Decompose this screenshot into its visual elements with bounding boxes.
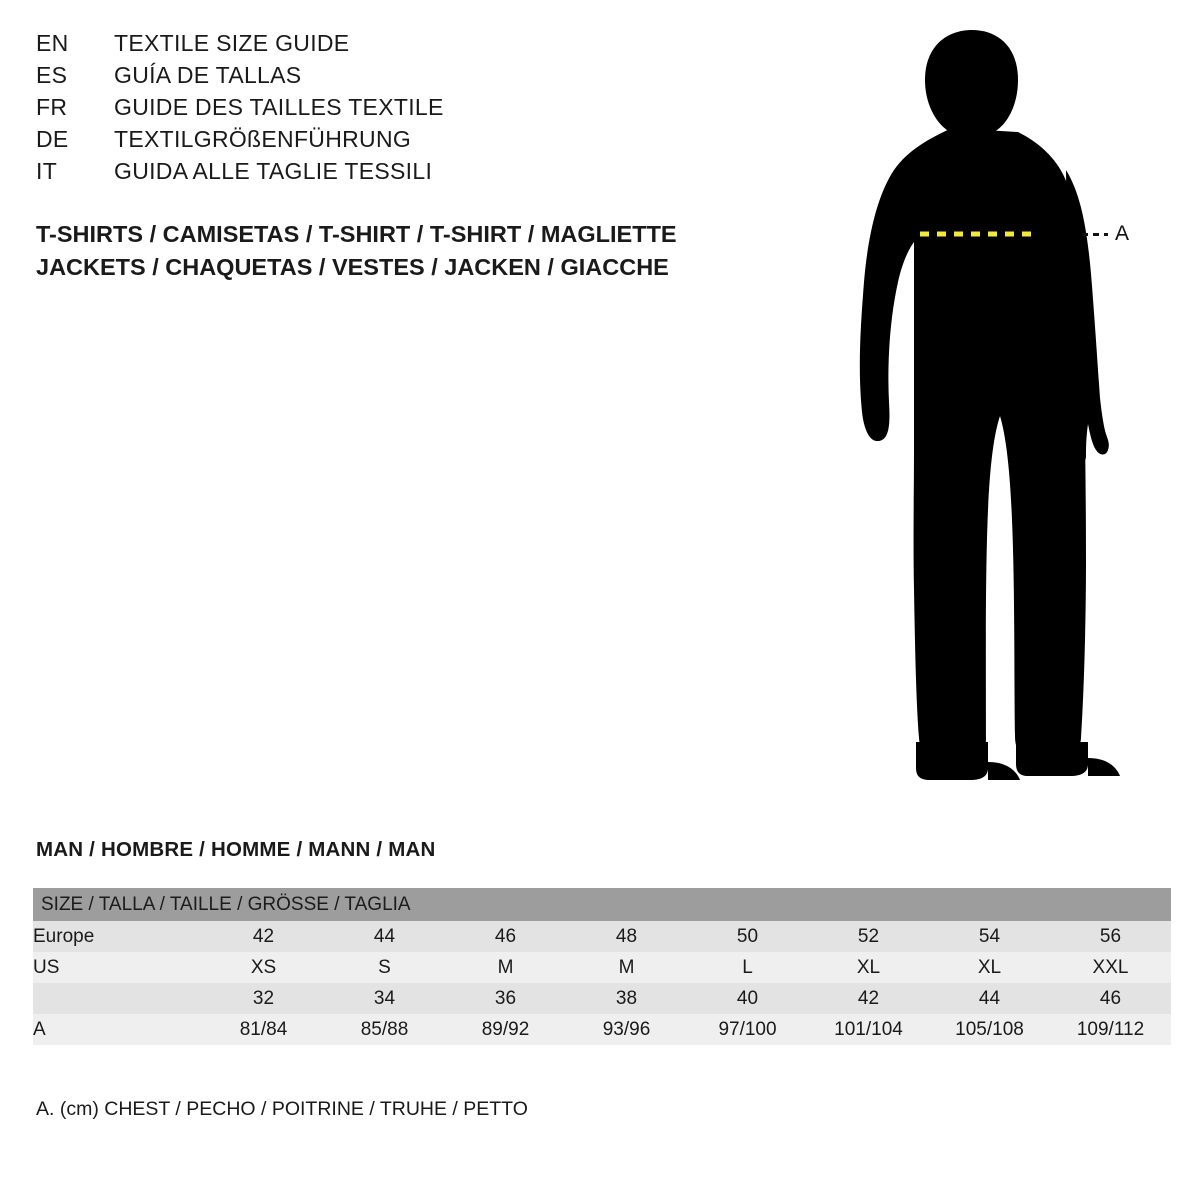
cell-numeric-3: 38 xyxy=(566,983,687,1014)
cell-europe-7: 56 xyxy=(1050,921,1171,952)
cell-a-2: 89/92 xyxy=(445,1014,566,1045)
cell-us-7: XXL xyxy=(1050,952,1171,983)
cell-us-0: XS xyxy=(203,952,324,983)
cell-europe-2: 46 xyxy=(445,921,566,952)
table-footnote: A. (cm) CHEST / PECHO / POITRINE / TRUHE / PETTO xyxy=(36,1098,528,1120)
cell-us-3: M xyxy=(566,952,687,983)
language-text-es: GUÍA DE TALLAS xyxy=(114,62,302,88)
cell-europe-6: 54 xyxy=(929,921,1050,952)
cell-numeric-4: 40 xyxy=(687,983,808,1014)
cell-a-4: 97/100 xyxy=(687,1014,808,1045)
garment-category-list xyxy=(36,218,796,284)
category-tshirts: T-SHIRTS / CAMISETAS / T-SHIRT / T-SHIRT / MAGLIETTE xyxy=(36,221,677,247)
size-table xyxy=(33,888,1171,1045)
measure-leader-line xyxy=(1082,233,1108,236)
cell-numeric-5: 42 xyxy=(808,983,929,1014)
cell-numeric-2: 36 xyxy=(445,983,566,1014)
cell-a-1: 85/88 xyxy=(324,1014,445,1045)
language-code-de: DE xyxy=(36,126,69,152)
measure-label-a: A xyxy=(1115,222,1130,245)
cell-us-1: S xyxy=(324,952,445,983)
cell-us-5: XL xyxy=(808,952,929,983)
cell-numeric-1: 34 xyxy=(324,983,445,1014)
cell-us-6: XL xyxy=(929,952,1050,983)
cell-a-5: 101/104 xyxy=(808,1014,929,1045)
table-section-title: MAN / HOMBRE / HOMME / MANN / MAN xyxy=(36,838,436,861)
language-text-de: TEXTILGRÖßENFÜHRUNG xyxy=(114,126,412,152)
cell-europe-0: 42 xyxy=(203,921,324,952)
row-label-numeric xyxy=(33,983,203,1014)
table-header-row xyxy=(33,888,1171,921)
language-code-fr: FR xyxy=(36,94,68,120)
cell-us-4: L xyxy=(687,952,808,983)
language-text-it: GUIDA ALLE TAGLIE TESSILI xyxy=(114,158,433,184)
language-code-es: ES xyxy=(36,62,68,88)
cell-numeric-7: 46 xyxy=(1050,983,1171,1014)
cell-us-2: M xyxy=(445,952,566,983)
table-row xyxy=(33,983,1171,1014)
language-code-it: IT xyxy=(36,158,58,184)
language-row-de xyxy=(36,126,756,158)
language-list xyxy=(36,30,756,190)
table-row xyxy=(33,1014,1171,1045)
table-header-label: SIZE / TALLA / TAILLE / GRÖSSE / TAGLIA xyxy=(33,888,1171,921)
language-row-es xyxy=(36,62,756,94)
cell-europe-3: 48 xyxy=(566,921,687,952)
language-text-en: TEXTILE SIZE GUIDE xyxy=(114,30,350,56)
row-label-europe: Europe xyxy=(33,921,203,952)
cell-europe-5: 52 xyxy=(808,921,929,952)
silhouette-icon xyxy=(820,20,1180,790)
cell-a-0: 81/84 xyxy=(203,1014,324,1045)
cell-a-6: 105/108 xyxy=(929,1014,1050,1045)
cell-a-3: 93/96 xyxy=(566,1014,687,1045)
cell-numeric-0: 32 xyxy=(203,983,324,1014)
language-row-fr xyxy=(36,94,756,126)
language-row-it xyxy=(36,158,756,190)
cell-a-7: 109/112 xyxy=(1050,1014,1171,1045)
man-silhouette-figure xyxy=(820,20,1180,790)
cell-europe-4: 50 xyxy=(687,921,808,952)
cell-europe-1: 44 xyxy=(324,921,445,952)
cell-numeric-6: 44 xyxy=(929,983,1050,1014)
table-row xyxy=(33,921,1171,952)
language-row-en xyxy=(36,30,756,62)
language-text-fr: GUIDE DES TAILLES TEXTILE xyxy=(114,94,444,120)
row-label-us: US xyxy=(33,952,203,983)
category-jackets: JACKETS / CHAQUETAS / VESTES / JACKEN / GIACCHE xyxy=(36,254,669,280)
language-code-en: EN xyxy=(36,30,69,56)
row-label-a: A xyxy=(33,1014,203,1045)
table-row xyxy=(33,952,1171,983)
